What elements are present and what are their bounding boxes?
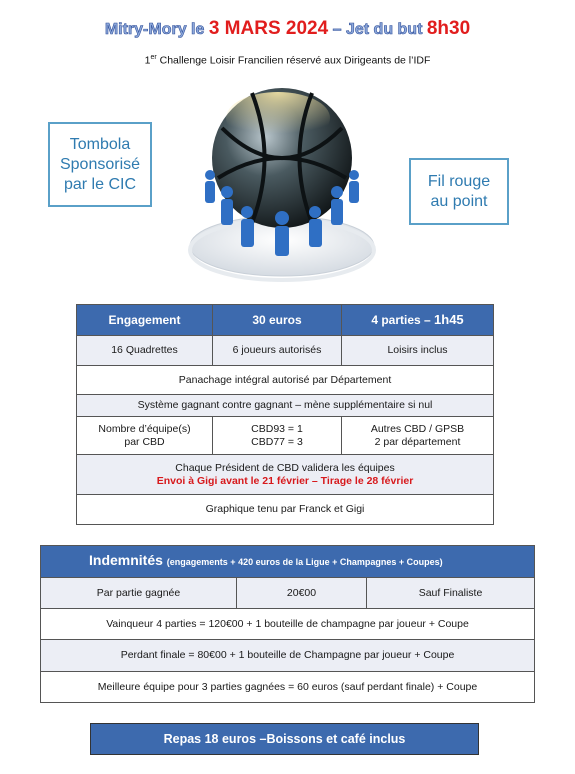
title-jet: Jet du but	[345, 21, 427, 38]
petanque-ball-with-people-icon	[182, 78, 382, 282]
deadline-line: Envoi à Gigi avant le 21 février – Tirage le 28 février	[156, 474, 414, 487]
table-row	[77, 366, 494, 395]
table-row	[77, 395, 494, 417]
cell-line: 2 par département	[374, 435, 461, 448]
cell-line: par CBD	[124, 435, 165, 448]
indemnites-table	[40, 545, 535, 703]
joueurs-cell: 6 joueurs autorisés	[213, 336, 342, 366]
table-row	[41, 640, 535, 672]
engagement-table	[76, 304, 494, 525]
sauf-finaliste-cell: Sauf Finaliste	[367, 578, 535, 609]
indemnites-title: Indemnités	[89, 552, 167, 568]
indemnites-header	[41, 546, 535, 578]
nombre-equipes-cell	[77, 417, 213, 455]
table-row	[41, 609, 535, 640]
event-subtitle	[0, 54, 575, 67]
vainqueur-cell: Vainqueur 4 parties = 120€00 + 1 bouteille de champagne par joueur + Coupe	[41, 609, 535, 640]
perdant-finale-cell: Perdant finale = 80€00 + 1 bouteille de Champagne par joueur + Coupe	[41, 640, 535, 672]
systeme-cell: Système gagnant contre gagnant – mène supplémentaire si nul	[77, 395, 494, 417]
graphique-cell: Graphique tenu par Franck et Gigi	[77, 495, 494, 525]
title-time: 8h30	[426, 18, 471, 39]
tombola-line-3: par le CIC	[63, 175, 137, 193]
engagement-label: Engagement	[77, 305, 213, 336]
table-row	[77, 495, 494, 525]
indemnites-subtitle: (engagements + 420 euros de la Ligue + Champagnes + Coupes)	[166, 557, 443, 567]
loisirs-cell: Loisirs inclus	[342, 336, 494, 366]
meilleure-equipe-cell: Meilleure équipe pour 3 parties gagnées = 60 euros (sauf perdant finale) + Coupe	[41, 672, 535, 703]
subtitle-rest: Challenge Loisir Francilien réservé aux Dirigeants de l’IDF	[156, 54, 431, 67]
indemnites-header-row	[41, 546, 535, 578]
validation-line: Chaque Président de CBD validera les équipes	[175, 461, 395, 474]
tombola-box	[48, 122, 152, 207]
validation-cell	[77, 455, 494, 495]
subtitle-prefix: 1	[144, 54, 151, 67]
table-row	[77, 336, 494, 366]
par-partie-cell: Par partie gagnée	[41, 578, 237, 609]
table-row	[41, 578, 535, 609]
title-date: 3 MARS 2024	[208, 18, 329, 39]
engagement-price: 30 euros	[213, 305, 342, 336]
title-place: Mitry-Mory le	[104, 21, 209, 38]
fil-rouge-line-2: au point	[430, 192, 488, 210]
fil-rouge-box	[409, 158, 509, 225]
cell-line: CBD93 = 1	[251, 422, 303, 435]
cell-line: Nombre d’équipe(s)	[98, 422, 191, 435]
engagement-parties	[342, 305, 494, 336]
parties-duration: 1h45	[434, 312, 464, 327]
repas-banner: Repas 18 euros –Boissons et café inclus	[90, 723, 479, 755]
table-row	[77, 455, 494, 495]
cell-line: Autres CBD / GPSB	[370, 422, 465, 435]
event-title	[0, 18, 575, 40]
tombola-line-2: Sponsorisé	[59, 155, 141, 173]
cbd-quota-cell	[213, 417, 342, 455]
montant-cell: 20€00	[237, 578, 367, 609]
tombola-line-1: Tombola	[69, 135, 131, 153]
quadrettes-cell: 16 Quadrettes	[77, 336, 213, 366]
autres-cbd-cell	[342, 417, 494, 455]
parties-count: 4 parties –	[371, 313, 435, 327]
fil-rouge-line-1: Fil rouge	[427, 172, 491, 190]
subtitle-sup: er	[150, 54, 157, 61]
panachage-cell: Panachage intégral autorisé par Département	[77, 366, 494, 395]
engagement-header-row	[77, 305, 494, 336]
title-dash: –	[328, 21, 346, 38]
table-row	[77, 417, 494, 455]
cell-line: CBD77 = 3	[251, 435, 303, 448]
table-row	[41, 672, 535, 703]
